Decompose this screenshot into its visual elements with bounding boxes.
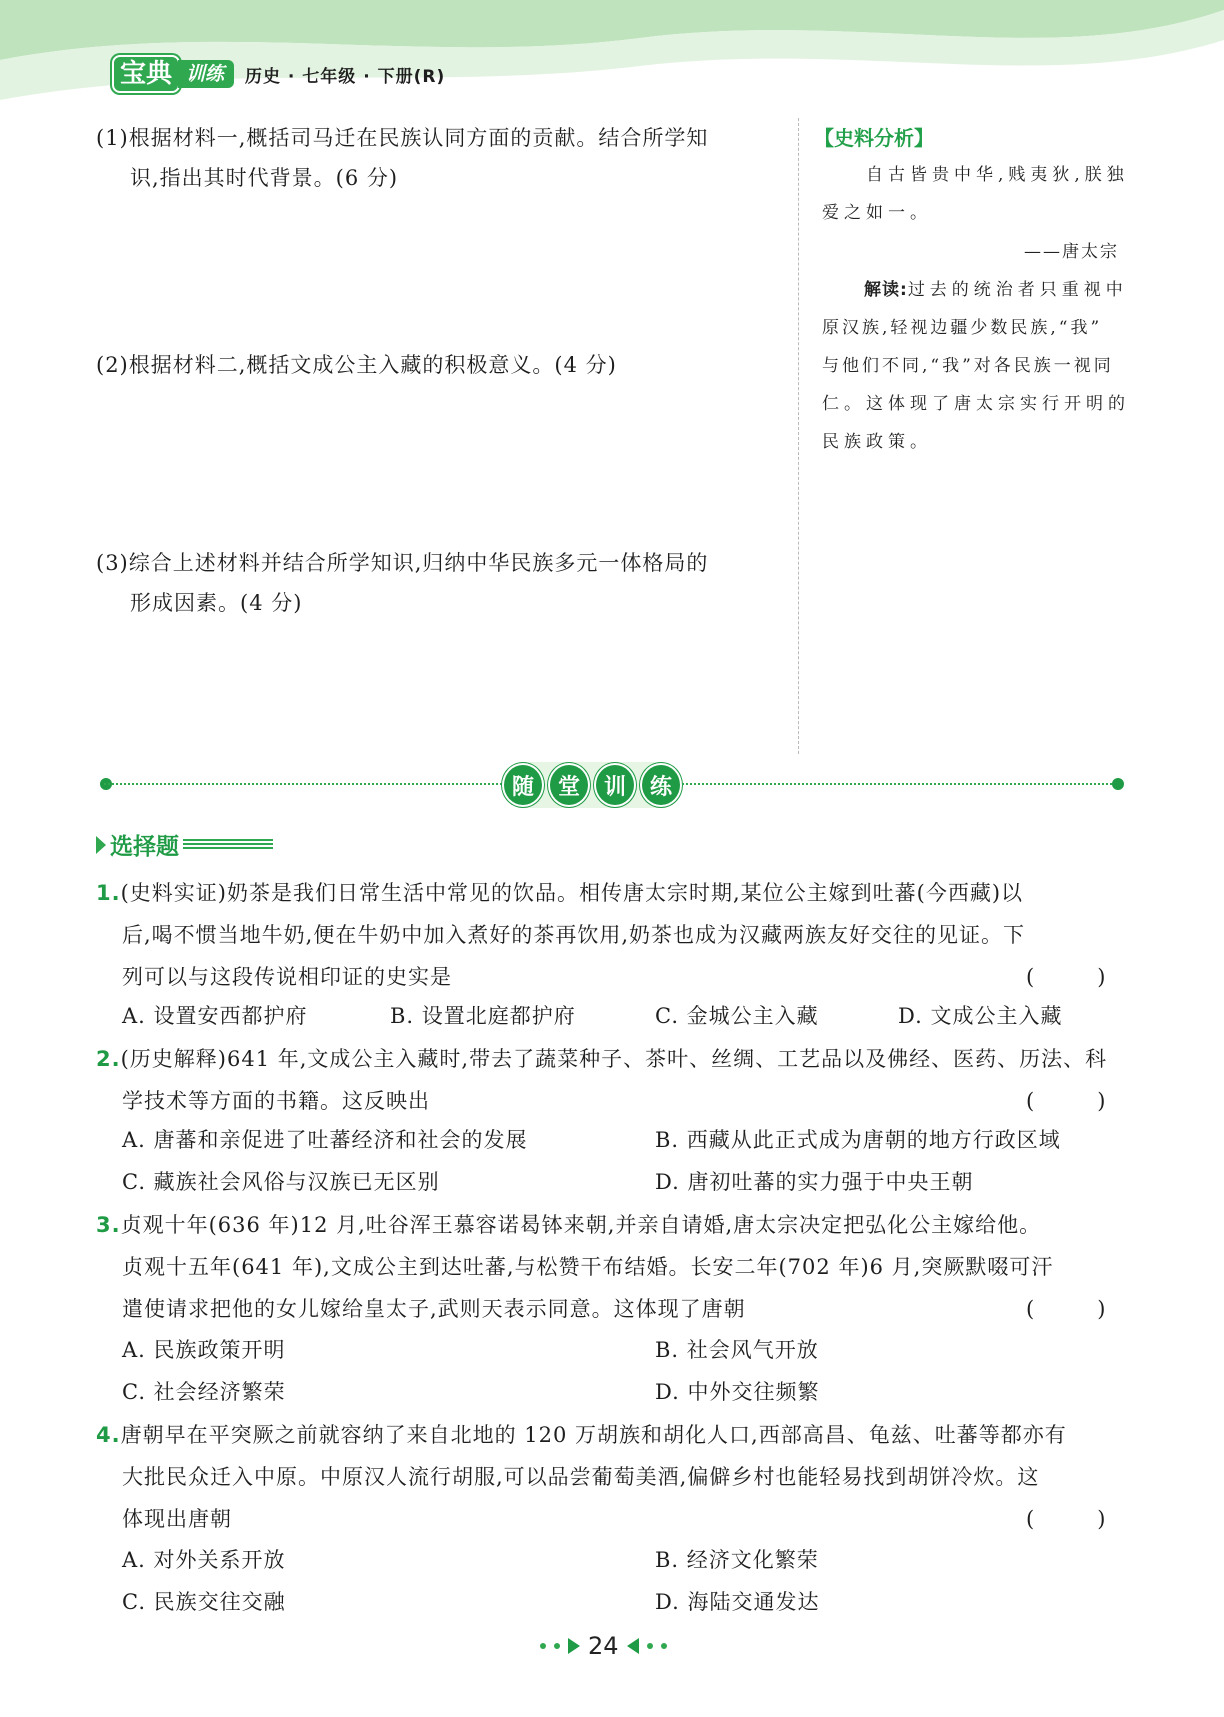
question-text: (历史解释)641 年,文成公主入藏时,带去了蔬菜种子、茶叶、丝绸、工艺品以及佛经、医药、历法、科 (120, 1047, 1108, 1071)
footer-dot-icon (661, 1643, 667, 1649)
question-number: 4. (96, 1423, 121, 1447)
question-number: 3. (96, 1213, 121, 1237)
option-a[interactable]: A. 民族政策开明 (122, 1338, 286, 1362)
option-c[interactable]: C. 藏族社会风俗与汉族已无区别 (122, 1170, 440, 1194)
sidebar-attribution: ——唐太宗 (1024, 242, 1119, 262)
sub-question-1 (96, 118, 786, 198)
section-title: 选择题 (110, 834, 179, 860)
footer-arrow-right-icon (568, 1638, 580, 1654)
question-3 (96, 1204, 1136, 1330)
brand-sub-text: 训练 (178, 60, 234, 88)
sub-question-line: (2)根据材料二,概括文成公主入藏的积极意义。(4 分) (96, 353, 617, 377)
question-line: 后,喝不惯当地牛奶,便在牛奶中加入煮好的茶再饮用,奶茶也成为汉藏两族友好交往的见证。下 (122, 923, 1026, 947)
question-text: 贞观十年(636 年)12 月,吐谷浑王慕容诺曷钵来朝,并亲自请婚,唐太宗决定把弘化公主嫁给他。 (120, 1213, 1042, 1237)
footer-dot-icon (554, 1643, 560, 1649)
banner-char: 随 (502, 763, 544, 807)
sidebar-interpretation-line: 仁。这体现了唐太宗实行开明的 (822, 394, 1130, 414)
question-text: (史料实证)奶茶是我们日常生活中常见的饮品。相传唐太宗时期,某位公主嫁到吐蕃(今西藏)以 (120, 881, 1024, 905)
option-c[interactable]: C. 社会经济繁荣 (122, 1380, 286, 1404)
answer-blank[interactable]: ( ) (1026, 1507, 1106, 1531)
question-line (96, 872, 1136, 914)
sub-question-line: (1)根据材料一,概括司马迁在民族认同方面的贡献。结合所学知 (96, 126, 709, 150)
option-d[interactable]: D. 海陆交通发达 (655, 1590, 820, 1614)
page-footer (540, 1632, 667, 1660)
question-line: 贞观十五年(641 年),文成公主到达吐蕃,与松赞干布结婚。长安二年(702 年)6 月,突厥默啜可汗 (122, 1255, 1054, 1279)
sidebar-interpretation-line: 民族政策。 (822, 432, 932, 452)
question-line: 大批民众迁入中原。中原汉人流行胡服,可以品尝葡萄美酒,偏僻乡村也能轻易找到胡饼冷炊。这 (122, 1465, 1040, 1489)
banner-dotted-line (104, 783, 502, 785)
question-2 (96, 1038, 1136, 1122)
option-b[interactable]: B. 西藏从此正式成为唐朝的地方行政区域 (655, 1128, 1061, 1152)
sidebar-interpretation-line: 与他们不同,“我”对各民族一视同 (822, 356, 1114, 376)
column-divider (798, 118, 799, 754)
option-c[interactable]: C. 金城公主入藏 (655, 1004, 819, 1028)
answer-blank[interactable]: ( ) (1026, 1297, 1106, 1321)
banner-dotted-line (682, 783, 1120, 785)
brand-logo (112, 57, 234, 91)
sidebar-quote-line: 爱之如一。 (822, 203, 932, 223)
footer-arrow-left-icon (627, 1638, 639, 1654)
sub-question-line: 形成因素。(4 分) (130, 591, 303, 615)
section-heading (96, 828, 273, 861)
answer-blank[interactable]: ( ) (1026, 1089, 1106, 1113)
question-line: 学技术等方面的书籍。这反映出 (122, 1089, 430, 1113)
banner-char: 训 (594, 763, 636, 807)
question-line (96, 1414, 1136, 1456)
banner-char: 练 (640, 763, 682, 807)
question-line (96, 1038, 1136, 1080)
option-d[interactable]: D. 中外交往频繁 (655, 1380, 820, 1404)
option-a[interactable]: A. 对外关系开放 (122, 1548, 286, 1572)
section-stripes-decoration (183, 839, 273, 851)
interpretation-label: 解读: (864, 280, 908, 300)
banner-char: 堂 (548, 763, 590, 807)
option-b[interactable]: B. 经济文化繁荣 (655, 1548, 819, 1572)
answer-blank[interactable]: ( ) (1026, 965, 1106, 989)
question-1 (96, 872, 1136, 998)
sub-question-2 (96, 345, 786, 385)
sidebar-title: 【史料分析】 (814, 126, 934, 150)
section-arrow-icon (96, 836, 106, 854)
sub-question-line: (3)综合上述材料并结合所学知识,归纳中华民族多元一体格局的 (96, 551, 709, 575)
question-number: 1. (96, 881, 121, 905)
option-a[interactable]: A. 设置安西都护府 (122, 1004, 308, 1028)
footer-dot-icon (647, 1643, 653, 1649)
option-c[interactable]: C. 民族交往交融 (122, 1590, 286, 1614)
page-number: 24 (588, 1632, 619, 1660)
banner-dot-right (1112, 778, 1124, 790)
option-d[interactable]: D. 文成公主入藏 (898, 1004, 1063, 1028)
question-4 (96, 1414, 1136, 1540)
option-b[interactable]: B. 设置北庭都护府 (390, 1004, 576, 1028)
question-line: 体现出唐朝 (122, 1507, 232, 1531)
option-a[interactable]: A. 唐蕃和亲促进了吐蕃经济和社会的发展 (122, 1128, 528, 1152)
sub-question-3 (96, 543, 786, 623)
question-line (96, 1204, 1136, 1246)
sidebar-interpretation-line (864, 271, 1128, 309)
sub-question-line: 识,指出其时代背景。(6 分) (130, 166, 399, 190)
interpretation-text: 过去的统治者只重视中 (907, 280, 1128, 300)
book-title: 历史 · 七年级 · 下册(R) (245, 67, 446, 87)
option-d[interactable]: D. 唐初吐蕃的实力强于中央王朝 (655, 1170, 974, 1194)
question-line: 列可以与这段传说相印证的史实是 (122, 965, 452, 989)
question-number: 2. (96, 1047, 121, 1071)
option-b[interactable]: B. 社会风气开放 (655, 1338, 819, 1362)
footer-dot-icon (540, 1643, 546, 1649)
sidebar-quote-line: 自古皆贵中华,贱夷狄,朕独 (866, 165, 1129, 185)
question-text: 唐朝早在平突厥之前就容纳了来自北地的 120 万胡族和胡化人口,西部高昌、龟兹、吐蕃等都亦有 (120, 1423, 1067, 1447)
sidebar-interpretation-line: 原汉族,轻视边疆少数民族,“我” (822, 318, 1103, 338)
question-line: 遣使请求把他的女儿嫁给皇太子,武则天表示同意。这体现了唐朝 (122, 1297, 746, 1321)
practice-banner (502, 762, 682, 808)
brand-main-text: 宝典 (112, 55, 180, 93)
